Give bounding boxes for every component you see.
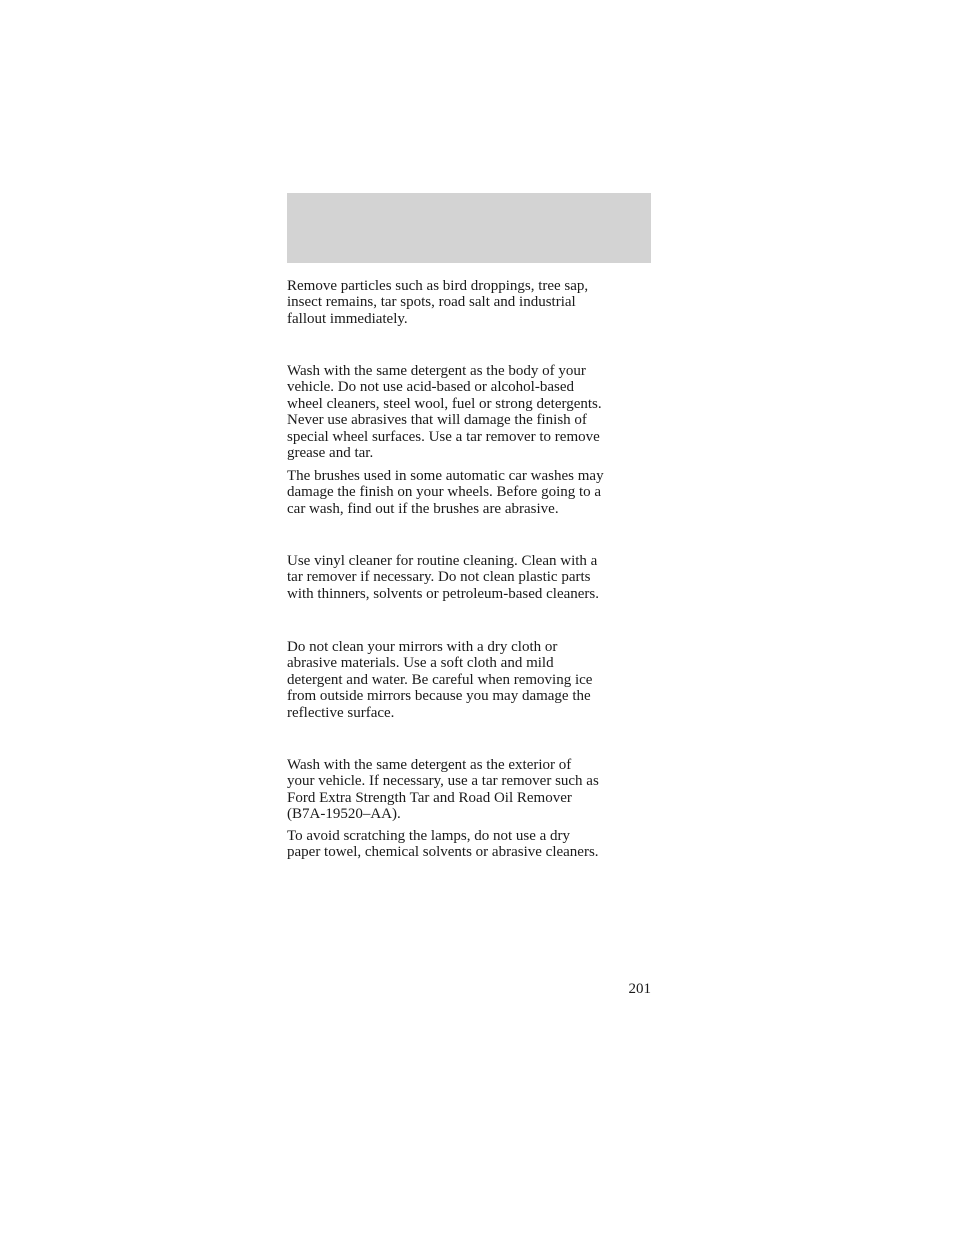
paragraph-lamps-washing: Wash with the same detergent as the exterior of your vehicle. If necessary, use a tar remover such as Ford Extra Strength Tar and Road Oil Remover (B7A-19520–AA). — [287, 757, 599, 823]
paragraph-wheels-washing: Wash with the same detergent as the body of your vehicle. Do not use acid-based or alcohol-based wheel cleaners, steel wool, fuel or strong detergents. Never use abrasives that will damage the finish of special wheel surfaces. Use a tar remover to remove grease and tar. — [287, 363, 602, 462]
paragraph-vinyl-cleaning: Use vinyl cleaner for routine cleaning. Clean with a tar remover if necessary. Do not clean plastic parts with thinners, solvents or petroleum-based cleaners. — [287, 553, 599, 602]
paragraph-mirrors-cleaning: Do not clean your mirrors with a dry cloth or abrasive materials. Use a soft cloth and mild detergent and water. Be careful when removing ice from outside mirrors because you may damage the reflective surface. — [287, 639, 593, 721]
paragraph-wheels-car-wash: The brushes used in some automatic car washes may damage the finish on your wheels. Before going to a car wash, find out if the brushes are abrasive. — [287, 468, 604, 517]
paragraph-exterior-particles: Remove particles such as bird droppings, tree sap, insect remains, tar spots, road salt and industrial fallout immediately. — [287, 278, 589, 327]
paragraph-lamps-scratching: To avoid scratching the lamps, do not use a dry paper towel, chemical solvents or abrasive cleaners. — [287, 828, 599, 861]
section-header-band — [287, 193, 651, 263]
page-number: 201 — [628, 981, 651, 997]
